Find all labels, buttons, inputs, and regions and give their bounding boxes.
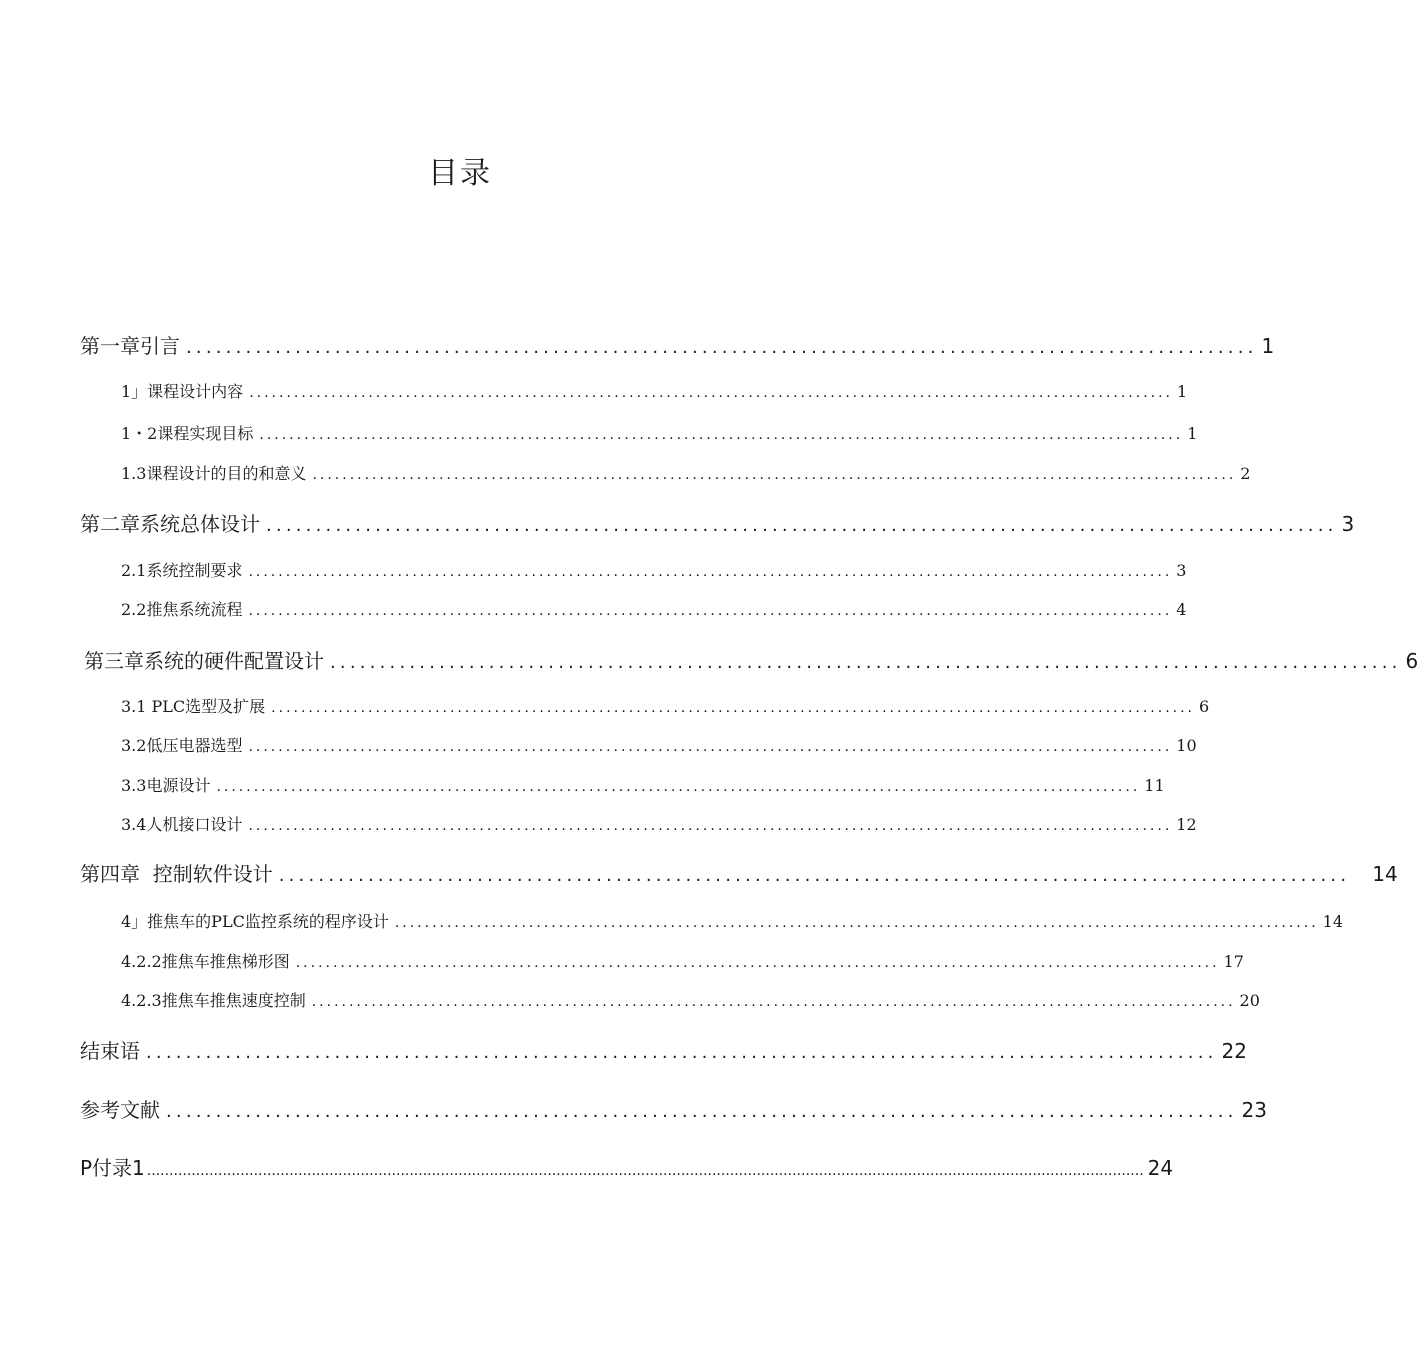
- toc-entry-section-4-2-2[interactable]: [121, 949, 1244, 972]
- toc-entry-conclusion[interactable]: [80, 1035, 1247, 1064]
- toc-entry-label: 4.2.3推焦车推焦速度控制: [121, 991, 306, 1010]
- toc-entry-chapter-3[interactable]: [84, 645, 1418, 674]
- toc-entry-label: P付录1: [80, 1156, 145, 1180]
- toc-entry-label: 1.3课程设计的目的和意义: [121, 464, 307, 483]
- toc-entry-page: 1: [1187, 424, 1198, 443]
- dot-leader: ............................................................................................................................: [216, 779, 1141, 795]
- toc-entry-page: 14: [1372, 862, 1398, 886]
- dot-leader: ............................................................................................................................: [295, 955, 1220, 971]
- toc-entry-page: 14: [1322, 912, 1344, 931]
- toc-entry-page: 20: [1239, 991, 1260, 1010]
- dot-leader: ............................................................................................................................: [311, 994, 1236, 1010]
- toc-entry-appendix[interactable]: [80, 1152, 1174, 1181]
- dot-leader: ............................................................................................................: [166, 1101, 1238, 1122]
- toc-entry-label: 结束语: [80, 1039, 140, 1063]
- toc-entry-page: 6: [1405, 649, 1418, 673]
- dot-leader: ............................................................................................................................: [259, 427, 1184, 443]
- dot-leader: ............................................................................................................................: [249, 385, 1174, 401]
- dot-leader: ............................................................................................................................: [248, 818, 1173, 834]
- toc-entry-page: 1: [1177, 382, 1188, 401]
- dot-leader: ............................................................................................................: [278, 865, 1351, 886]
- toc-entry-page: 11: [1144, 776, 1165, 795]
- toc-entry-label: 4」推焦车的PLC监控系统的程序设计: [121, 912, 389, 931]
- toc-entry-page: 22: [1221, 1039, 1247, 1063]
- toc-entry-label: 2.1系统控制要求: [121, 561, 243, 580]
- toc-entry-references[interactable]: [80, 1094, 1267, 1123]
- toc-entry-section-3-2[interactable]: [121, 733, 1197, 756]
- toc-entry-section-3-1[interactable]: [121, 694, 1210, 717]
- toc-title: 目录: [428, 156, 492, 191]
- dot-leader: ............................................................................................................................: [312, 467, 1237, 483]
- dot-leader: ............................................................................................................: [330, 652, 1402, 673]
- toc-entry-label: 3.1 PLC选型及扩展: [121, 697, 266, 716]
- toc-entry-page: 3: [1341, 512, 1355, 536]
- toc-entry-section-3-4[interactable]: [121, 812, 1197, 835]
- toc-entry-section-1-3[interactable]: [121, 461, 1251, 484]
- toc-entry-page: 4: [1176, 600, 1187, 619]
- toc-entry-label: 2.2推焦系统流程: [121, 600, 243, 619]
- toc-entry-label: 4.2.2推焦车推焦梯形图: [121, 952, 290, 971]
- toc-entry-page: 10: [1176, 736, 1197, 755]
- toc-entry-label: 3.2低压电器选型: [121, 736, 243, 755]
- dot-leader: ............................................................................................................................: [248, 564, 1173, 580]
- dot-leader: ............................................................................................................................: [248, 739, 1173, 755]
- toc-entry-chapter-2[interactable]: [80, 508, 1355, 537]
- toc-entry-label: 3.3电源设计: [121, 776, 211, 795]
- toc-entry-chapter-4[interactable]: [80, 858, 1398, 887]
- toc-entry-page: 1: [1261, 334, 1275, 358]
- dot-leader: ............................................................................................................: [186, 337, 1258, 358]
- toc-entry-section-2-2[interactable]: [121, 597, 1187, 620]
- toc-entry-label: 第一章引言: [80, 334, 180, 358]
- toc-entry-label: 第四章 控制软件设计: [80, 862, 273, 886]
- toc-entry-section-4-1[interactable]: [121, 909, 1344, 932]
- toc-entry-section-1-1[interactable]: [121, 379, 1188, 402]
- toc-entry-label: 1」课程设计内容: [121, 382, 244, 401]
- toc-entry-section-3-3[interactable]: [121, 773, 1165, 796]
- toc-entry-label: 1・2课程实现目标: [121, 424, 254, 443]
- dot-leader: ............................................................................................................................: [394, 915, 1319, 931]
- toc-entry-label: 第三章系统的硬件配置设计: [84, 649, 324, 673]
- toc-entry-page: 23: [1241, 1098, 1267, 1122]
- toc-entry-chapter-1[interactable]: [80, 330, 1275, 359]
- toc-entry-label: 第二章系统总体设计: [80, 512, 260, 536]
- toc-entry-page: 2: [1240, 464, 1251, 483]
- toc-entry-page: 12: [1176, 815, 1197, 834]
- toc-entry-page: 6: [1199, 697, 1210, 716]
- toc-entry-section-4-2-3[interactable]: [121, 988, 1260, 1011]
- dot-leader: ............................................................................................................................: [271, 700, 1195, 716]
- toc-entry-page: 3: [1176, 561, 1187, 580]
- dot-leader: ............................................................................................................: [266, 515, 1338, 536]
- toc-entry-page: 17: [1223, 952, 1244, 971]
- toc-entry-section-2-1[interactable]: [121, 558, 1187, 581]
- toc-entry-section-1-2[interactable]: [121, 421, 1198, 444]
- dot-leader: ............................................................................................................: [146, 1042, 1218, 1063]
- dot-leader: ................................................................................................................................................................................................................................: [146, 1163, 1144, 1179]
- dot-leader: ............................................................................................................................: [248, 603, 1173, 619]
- toc-entry-label: 参考文献: [80, 1098, 160, 1122]
- toc-entry-label: 3.4人机接口设计: [121, 815, 243, 834]
- toc-entry-page: 24: [1147, 1156, 1174, 1180]
